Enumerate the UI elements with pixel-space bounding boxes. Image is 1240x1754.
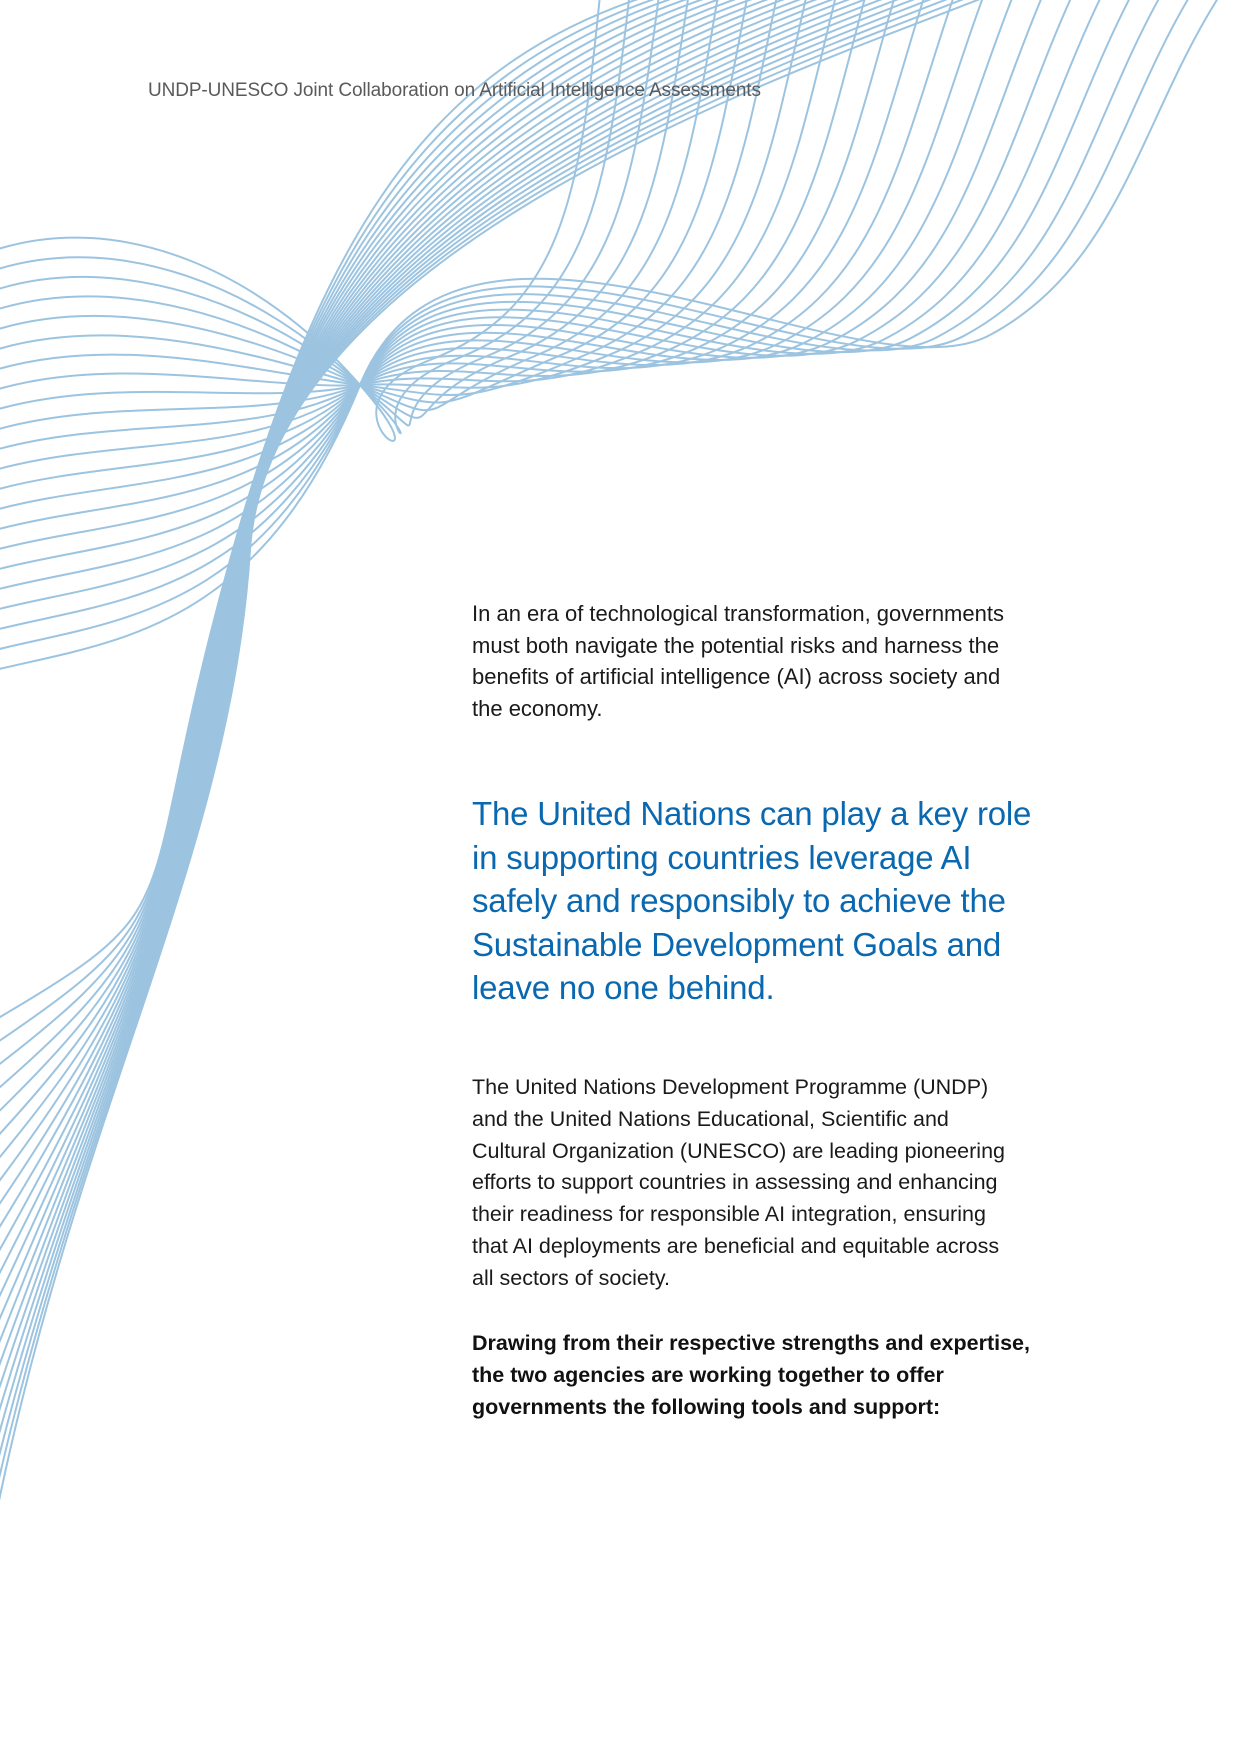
lead-in-paragraph: [472, 1328, 1092, 1423]
body-line: that AI deployments are beneficial and equitable across: [472, 1233, 1000, 1258]
headline-line: The United Nations can play a key role: [472, 795, 1032, 832]
body-line: The United Nations Development Programme (UNDP): [472, 1075, 989, 1099]
headline-line: in supporting countries leverage AI: [472, 838, 972, 876]
body-line: all sectors of society.: [472, 1265, 670, 1290]
headline-line: leave no one behind.: [472, 969, 775, 1006]
lead-in-line: the two agencies are working together to offer: [472, 1362, 944, 1387]
intro-paragraph: [472, 598, 1092, 724]
headline-line: safely and responsibly to achieve the: [472, 882, 1006, 919]
wave-line: [0, 0, 925, 470]
pull-quote-headline: [472, 792, 1092, 1010]
headline-line: Sustainable Development Goals and: [472, 925, 1002, 963]
lead-in-line: governments the following tools and support:: [472, 1394, 941, 1419]
body-line: their readiness for responsible AI integration, ensuring: [472, 1202, 986, 1227]
lead-in-line: Drawing from their respective strengths and expertise,: [472, 1331, 1030, 1355]
body-line: Cultural Organization (UNESCO) are leading pioneering: [472, 1138, 1005, 1163]
body-line: and the United Nations Educational, Scientific and: [472, 1106, 949, 1131]
intro-line: must both navigate the potential risks and harness the: [472, 632, 1000, 658]
intro-line: In an era of technological transformation, governments: [472, 601, 1004, 626]
intro-line: benefits of artificial intelligence (AI) across society and: [472, 664, 1001, 689]
body-line: efforts to support countries in assessing and enhancing: [472, 1170, 998, 1195]
body-paragraph: [472, 1072, 1092, 1295]
running-header: UNDP-UNESCO Joint Collaboration on Artificial Intelligence Assessments: [148, 80, 761, 101]
intro-line: the economy.: [472, 695, 603, 721]
